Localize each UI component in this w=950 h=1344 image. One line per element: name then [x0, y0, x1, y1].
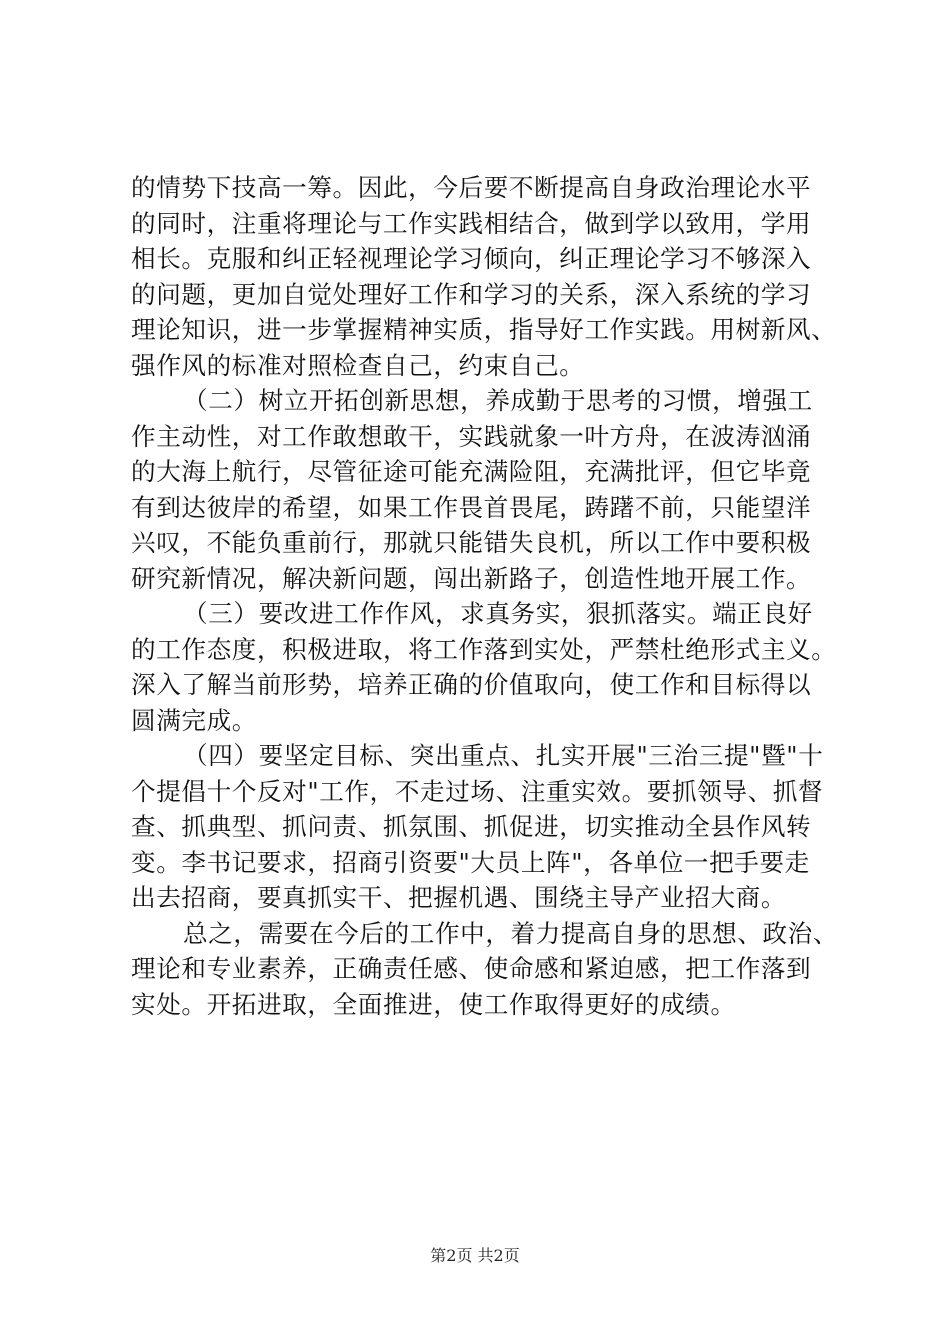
text-line: 的大海上航行，尽管征途可能充满险阻，充满批评，但它毕竟	[131, 457, 812, 486]
paragraph-4	[131, 738, 831, 916]
text-line: 兴叹，不能负重前行，那就只能错失良机，所以工作中要积极	[131, 528, 812, 557]
text-line: 相长。克服和纠正轻视理论学习倾向，纠正理论学习不够深入	[131, 244, 812, 273]
text-line: 理论和专业素养，正确责任感、使命感和紧迫感，把工作落到	[131, 954, 812, 983]
text-line: （四）要坚定目标、突出重点、扎实开展"三治三提"暨"十	[183, 741, 824, 770]
text-line: 有到达彼岸的希望，如果工作畏首畏尾，踌躇不前，只能望洋	[131, 492, 812, 522]
document-body	[131, 170, 839, 1022]
text-line: 个提倡十个反对"工作，不走过场、注重实效。要抓领导、抓督	[131, 776, 824, 806]
page-number-footer: 第2页 共2页	[430, 1246, 520, 1265]
text-line: 的情势下技高一筹。因此，今后要不断提高自身政治理论水平	[131, 173, 812, 202]
text-line: 强作风的标准对照检查自己，约束自己。	[131, 350, 585, 380]
text-line: 的同时，注重将理论与工作实践相结合，做到学以致用，学用	[131, 208, 812, 238]
text-line: 实处。开拓进取，全面推进，使工作取得更好的成绩。	[131, 989, 736, 1019]
paragraph-2	[131, 383, 831, 596]
text-line: 理论知识，进一步掌握精神实质，指导好工作实践。用树新风、	[131, 315, 837, 344]
text-line: （二）树立开拓创新思想，养成勤于思考的习惯，增强工	[183, 386, 813, 415]
text-line: 出去招商，要真抓实干、把握机遇、围绕主导产业招大商。	[131, 883, 787, 912]
paragraph-5	[131, 916, 839, 1023]
text-line: 深入了解当前形势，培养正确的价值取向，使工作和目标得以	[131, 670, 812, 699]
text-line: 的问题，更加自觉处理好工作和学习的关系，深入系统的学习	[131, 279, 812, 309]
paragraph-1	[131, 170, 837, 383]
text-line: （三）要改进工作作风，求真务实，狠抓落实。端正良好	[183, 599, 813, 628]
text-line: 变。李书记要求，招商引资要"大员上阵"，各单位一把手要走	[131, 847, 810, 877]
text-line: 作主动性，对工作敢想敢干，实践就象一叶方舟，在波涛汹涌	[131, 421, 812, 451]
text-line: 的工作态度，积极进取，将工作落到实处，严禁杜绝形式主义。	[131, 634, 837, 664]
text-line: 圆满完成。	[131, 705, 257, 735]
text-line: 查、抓典型、抓问责、抓氛围、抓促进，切实推动全县作风转	[131, 812, 812, 841]
text-line: 研究新情况，解决新问题，闯出新路子，创造性地开展工作。	[131, 563, 812, 593]
text-line: 总之，需要在今后的工作中，着力提高自身的思想、政治、	[183, 918, 839, 948]
paragraph-3	[131, 596, 837, 738]
